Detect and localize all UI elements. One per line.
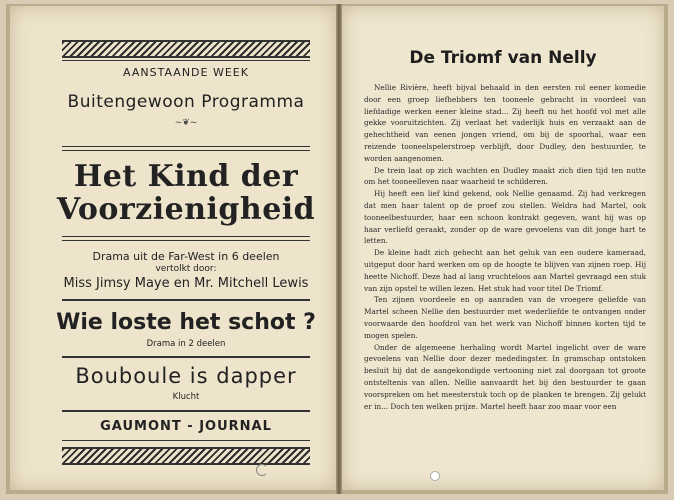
cast-intro: vertolkt door: <box>155 264 217 274</box>
feature-title-line1: Het Kind der <box>73 159 299 194</box>
feature-title-line2: Voorzienigheid <box>56 192 316 227</box>
third-film-title: Bouboule is dapper <box>75 364 297 388</box>
punch-hole <box>430 471 440 481</box>
page-mark <box>256 464 268 476</box>
newsreel-title: GAUMONT - JOURNAL <box>100 419 272 434</box>
article-title: De Triomf van Nelly <box>409 48 597 68</box>
booklet-spread <box>6 4 668 494</box>
program-heading: Buitengewoon Programma <box>67 92 305 112</box>
article-paragraph: Hij heeft een lief kind gekend, ook Nellie genaamd. Zij had verkregen dat men haar talent op de proef zou stellen. Weldra had Martel, ook tooneelbestuurder, haar een schoon kontrakt gegeven, want hij was op haar verliefd geraakt, zonder op de ware gevoelens van dit jonge hart te letten. <box>364 189 646 246</box>
divider <box>62 146 310 151</box>
divider <box>62 410 310 412</box>
cast-names: Miss Jimsy Maye en Mr. Mitchell Lewis <box>63 276 309 291</box>
article-body <box>364 82 646 412</box>
right-page <box>342 6 664 490</box>
second-film-title: Wie loste het schot ? <box>56 310 316 335</box>
divider <box>62 60 310 61</box>
decorative-border-top <box>62 40 310 58</box>
coming-week-label: AANSTAANDE WEEK <box>123 66 249 79</box>
divider <box>62 440 310 441</box>
divider <box>62 299 310 301</box>
article-paragraph: Nellie Rivière, heeft bijval behaald in den eersten rol eener komedie door een groep liefhebbers ten tooneele gebracht in voordeel van liefdadige werken eener kleine stad... Zij heeft nu het hoofd vol met alle gekke vooruitzichten. Zij verlaat het vaderlijk huis en verzaakt aan de gehechtheid van eenen jongen vriend, om bij de spoorhal, waar een reizende tooneelspelerstroep verblijft, door Dudley, den bestuurder, te worden aangenomen. <box>364 83 646 163</box>
article-paragraph: De trein laat op zich wachten en Dudley maakt zich dien tijd ten nutte om het tooneelleven naar waarheid te schilderen. <box>364 165 646 187</box>
feature-title <box>40 160 332 226</box>
divider <box>62 236 310 241</box>
left-page <box>10 6 336 490</box>
feature-genre: Drama uit de Far-West in 6 deelen <box>92 250 280 263</box>
divider <box>62 356 310 358</box>
article-paragraph: De kleine hadt zich gehecht aan het geluk van een oudere kameraad, uitgeput door hard werken om op de hoogte te blijven van zijnen roep. Hij heette Nichoff. Deze had al lang vruchteloos aan Martel gevraagd een stuk van zijn opstel te willen lezen. Het stuk had voor titel De Triomf. <box>364 248 646 293</box>
article-paragraph: Ten zijnen voordeele en op aanraden van de vroegere geliefde van Martel scheen Nellie den bestuurder met wederliefde te ontvangen onder voorwaarde den hoofdrol van het werk van Nichoff binnen korten tijd te mogen spelen. <box>364 295 646 340</box>
decorative-border-bottom <box>62 447 310 465</box>
second-film-genre: Drama in 2 deelen <box>146 339 226 349</box>
third-film-genre: Klucht <box>172 392 200 402</box>
flourish-ornament: ~❦~ <box>174 118 198 128</box>
article-paragraph: Onder de algemeene herhaling wordt Martel ingelicht over de ware gevoelens van Nellie door dezer mededingster. In gramschap ontstoken besluit hij dat de aangekondigde vertooning niet zal doorgaan tot groote ontsteltenis van allen. Nellie aanvaardt het bij den bestuurder te gaan voorspreken om het meesterstuk toch op de planken te brengen. Zij gelukt er in... Doch ten welken prijze. Martel heeft haar zoo maar voor een <box>364 342 646 411</box>
